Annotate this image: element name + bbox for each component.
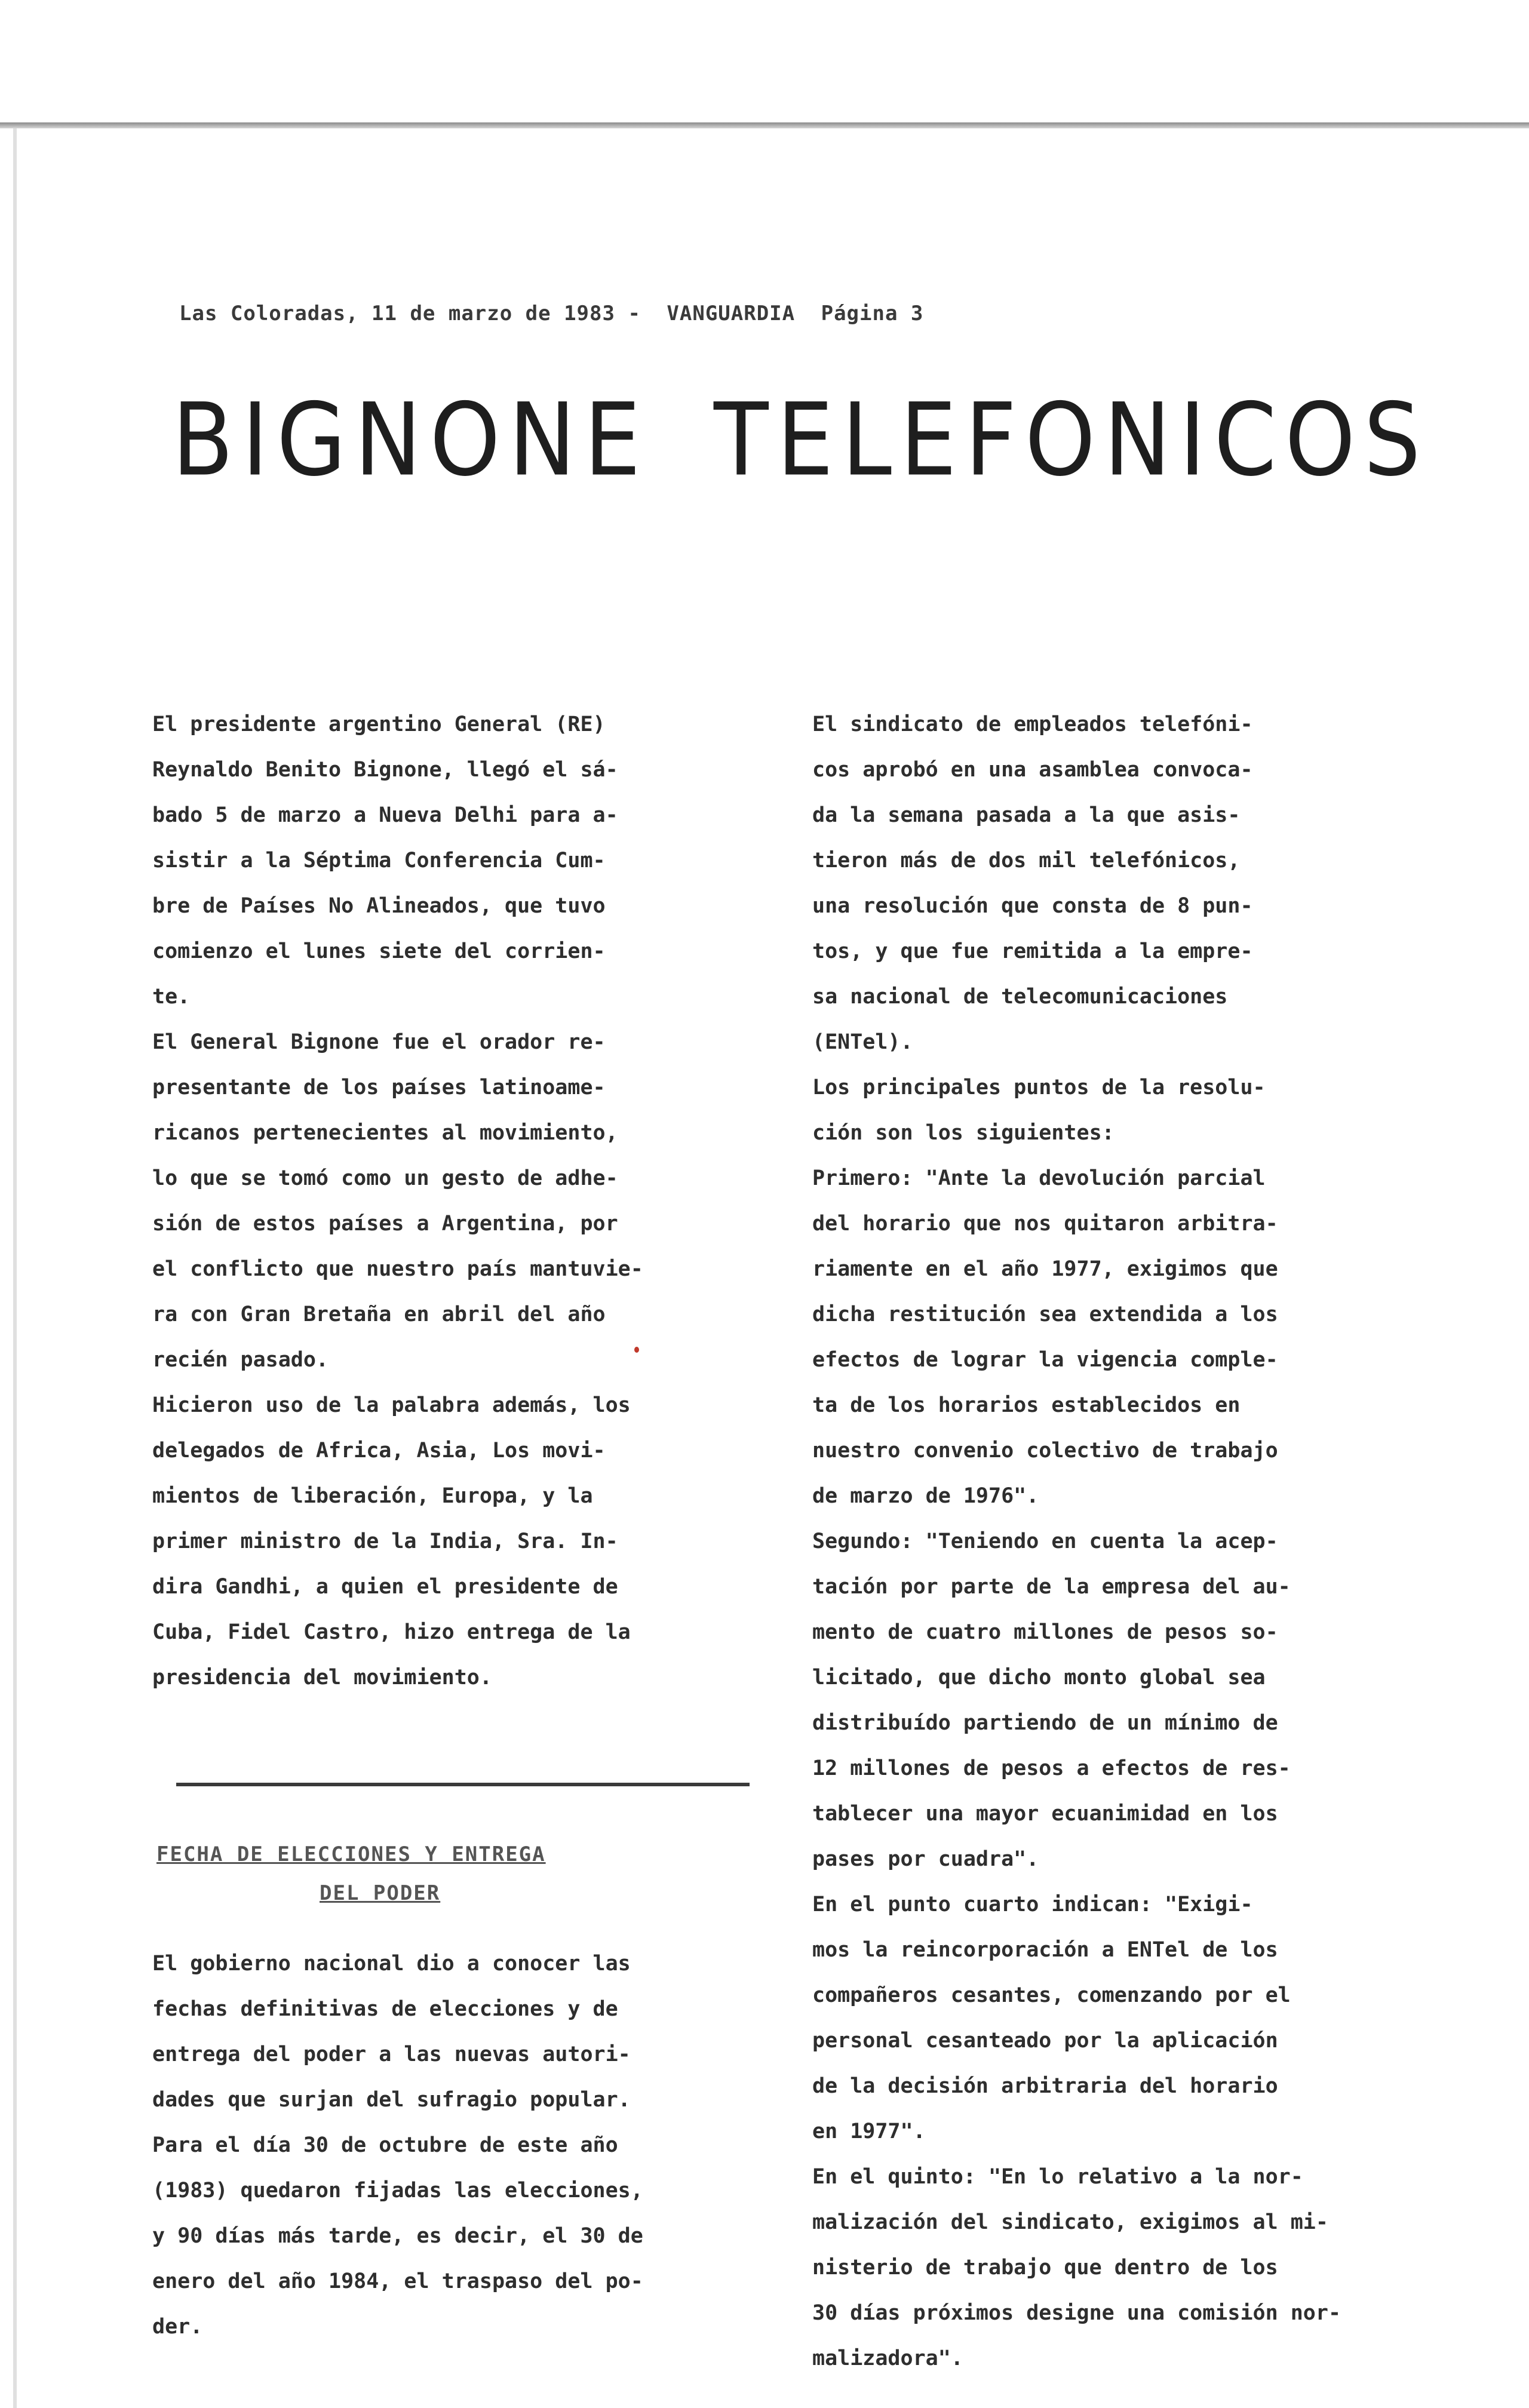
text-line: el conflicto que nuestro país mantuvie-: [152, 1257, 643, 1281]
text-line: mientos de liberación, Europa, y la: [152, 1484, 593, 1508]
text-line: En el quinto: "En lo relativo a la nor-: [812, 2165, 1303, 2189]
header-page-number: Página 3: [821, 302, 924, 325]
text-line: recién pasado.: [152, 1348, 329, 1372]
text-line: dira Gandhi, a quien el presidente de: [152, 1575, 618, 1599]
text-line: Segundo: "Teniendo en cuenta la acep-: [812, 1529, 1278, 1553]
text-line: y 90 días más tarde, es decir, el 30 de: [152, 2224, 643, 2248]
text-line: Hicieron uso de la palabra además, los: [152, 1393, 631, 1417]
text-line: del horario que nos quitaron arbitra-: [812, 1212, 1278, 1236]
text-line: fechas definitivas de elecciones y de: [152, 1997, 618, 2021]
text-line: tablecer una mayor ecuanimidad en los: [812, 1802, 1278, 1826]
text-line: malizadora".: [812, 2346, 963, 2370]
text-line: delegados de Africa, Asia, Los movi-: [152, 1439, 606, 1463]
text-line: Para el día 30 de octubre de este año: [152, 2133, 618, 2157]
text-line: en 1977".: [812, 2120, 926, 2143]
subhead-elecciones-line2: DEL PODER: [320, 1881, 441, 1905]
text-line: dicha restitución sea extendida a los: [812, 1303, 1278, 1326]
text-line: de marzo de 1976".: [812, 1484, 1039, 1508]
text-line: der.: [152, 2315, 203, 2339]
text-line: El gobierno nacional dio a conocer las: [152, 1952, 631, 1976]
text-line: entrega del poder a las nuevas autori-: [152, 2042, 631, 2066]
headline-bignone: BIGNONE: [172, 382, 649, 499]
text-line: riamente en el año 1977, exigimos que: [812, 1257, 1278, 1281]
text-line: Reynaldo Benito Bignone, llegó el sá-: [152, 758, 618, 782]
text-line: mos la reincorporación a ENTel de los: [812, 1938, 1278, 1962]
text-line: pases por cuadra".: [812, 1847, 1039, 1871]
section-divider: [176, 1783, 750, 1786]
text-line: primer ministro de la India, Sra. In-: [152, 1529, 618, 1553]
text-line: compañeros cesantes, comenzando por el: [812, 1983, 1291, 2007]
text-line: efectos de lograr la vigencia comple-: [812, 1348, 1278, 1372]
headline-telefonicos: TELEFONICOS: [714, 382, 1429, 499]
text-line: Primero: "Ante la devolución parcial: [812, 1166, 1266, 1190]
text-line: El presidente argentino General (RE): [152, 712, 606, 736]
text-line: presidencia del movimiento.: [152, 1666, 492, 1690]
text-line: El General Bignone fue el orador re-: [152, 1030, 606, 1054]
text-line: (1983) quedaron fijadas las elecciones,: [152, 2179, 643, 2203]
text-line: bre de Países No Alineados, que tuvo: [152, 894, 606, 918]
text-line: ra con Gran Bretaña en abril del año: [152, 1303, 606, 1326]
text-line: enero del año 1984, el traspaso del po-: [152, 2269, 643, 2293]
text-line: malización del sindicato, exigimos al mi-: [812, 2210, 1328, 2234]
text-line: lo que se tomó como un gesto de adhe-: [152, 1166, 618, 1190]
text-line: Los principales puntos de la resolu-: [812, 1076, 1266, 1099]
subhead-elecciones-line1: FECHA DE ELECCIONES Y ENTREGA: [156, 1842, 546, 1866]
text-line: nisterio de trabajo que dentro de los: [812, 2256, 1278, 2280]
text-line: tos, y que fue remitida a la empre-: [812, 939, 1253, 963]
text-line: de la decisión arbitraria del horario: [812, 2074, 1278, 2098]
article-bignone: [152, 702, 762, 1700]
text-line: sión de estos países a Argentina, por: [152, 1212, 618, 1236]
text-line: Cuba, Fidel Castro, hizo entrega de la: [152, 1620, 631, 1644]
text-line: dades que surjan del sufragio popular.: [152, 2088, 631, 2112]
page-header: [179, 302, 1195, 325]
text-line: tación por parte de la empresa del au-: [812, 1575, 1291, 1599]
ink-speck: [634, 1347, 639, 1353]
text-line: sistir a la Séptima Conferencia Cum-: [152, 849, 606, 873]
text-line: ta de los horarios establecidos en: [812, 1393, 1241, 1417]
text-line: El sindicato de empleados telefóni-: [812, 712, 1253, 736]
text-line: personal cesanteado por la aplicación: [812, 2029, 1278, 2053]
text-line: 30 días próximos designe una comisión nor-: [812, 2301, 1341, 2325]
text-line: ción son los siguientes:: [812, 1121, 1114, 1145]
text-line: bado 5 de marzo a Nueva Delhi para a-: [152, 803, 618, 827]
text-line: una resolución que consta de 8 pun-: [812, 894, 1253, 918]
text-line: da la semana pasada a la que asis-: [812, 803, 1241, 827]
text-line: (ENTel).: [812, 1030, 913, 1054]
text-line: ricanos pertenecientes al movimiento,: [152, 1121, 618, 1145]
text-line: mento de cuatro millones de pesos so-: [812, 1620, 1278, 1644]
text-line: sa nacional de telecomunicaciones: [812, 985, 1228, 1009]
header-place-date: Las Coloradas, 11 de marzo de 1983 -: [179, 302, 641, 325]
text-line: comienzo el lunes siete del corrien-: [152, 939, 606, 963]
text-line: licitado, que dicho monto global sea: [812, 1666, 1266, 1690]
article-elecciones: [152, 1941, 762, 2349]
text-line: te.: [152, 985, 191, 1009]
text-line: distribuído partiendo de un mínimo de: [812, 1711, 1278, 1735]
header-publication: VANGUARDIA: [667, 302, 796, 325]
text-line: presentante de los países latinoame-: [152, 1076, 606, 1099]
text-line: tieron más de dos mil telefónicos,: [812, 849, 1241, 873]
text-line: cos aprobó en una asamblea convoca-: [812, 758, 1253, 782]
text-line: 12 millones de pesos a efectos de res-: [812, 1756, 1291, 1780]
text-line: En el punto cuarto indican: "Exigi-: [812, 1893, 1253, 1916]
text-line: nuestro convenio colectivo de trabajo: [812, 1439, 1278, 1463]
article-telefonicos: [812, 702, 1410, 2381]
